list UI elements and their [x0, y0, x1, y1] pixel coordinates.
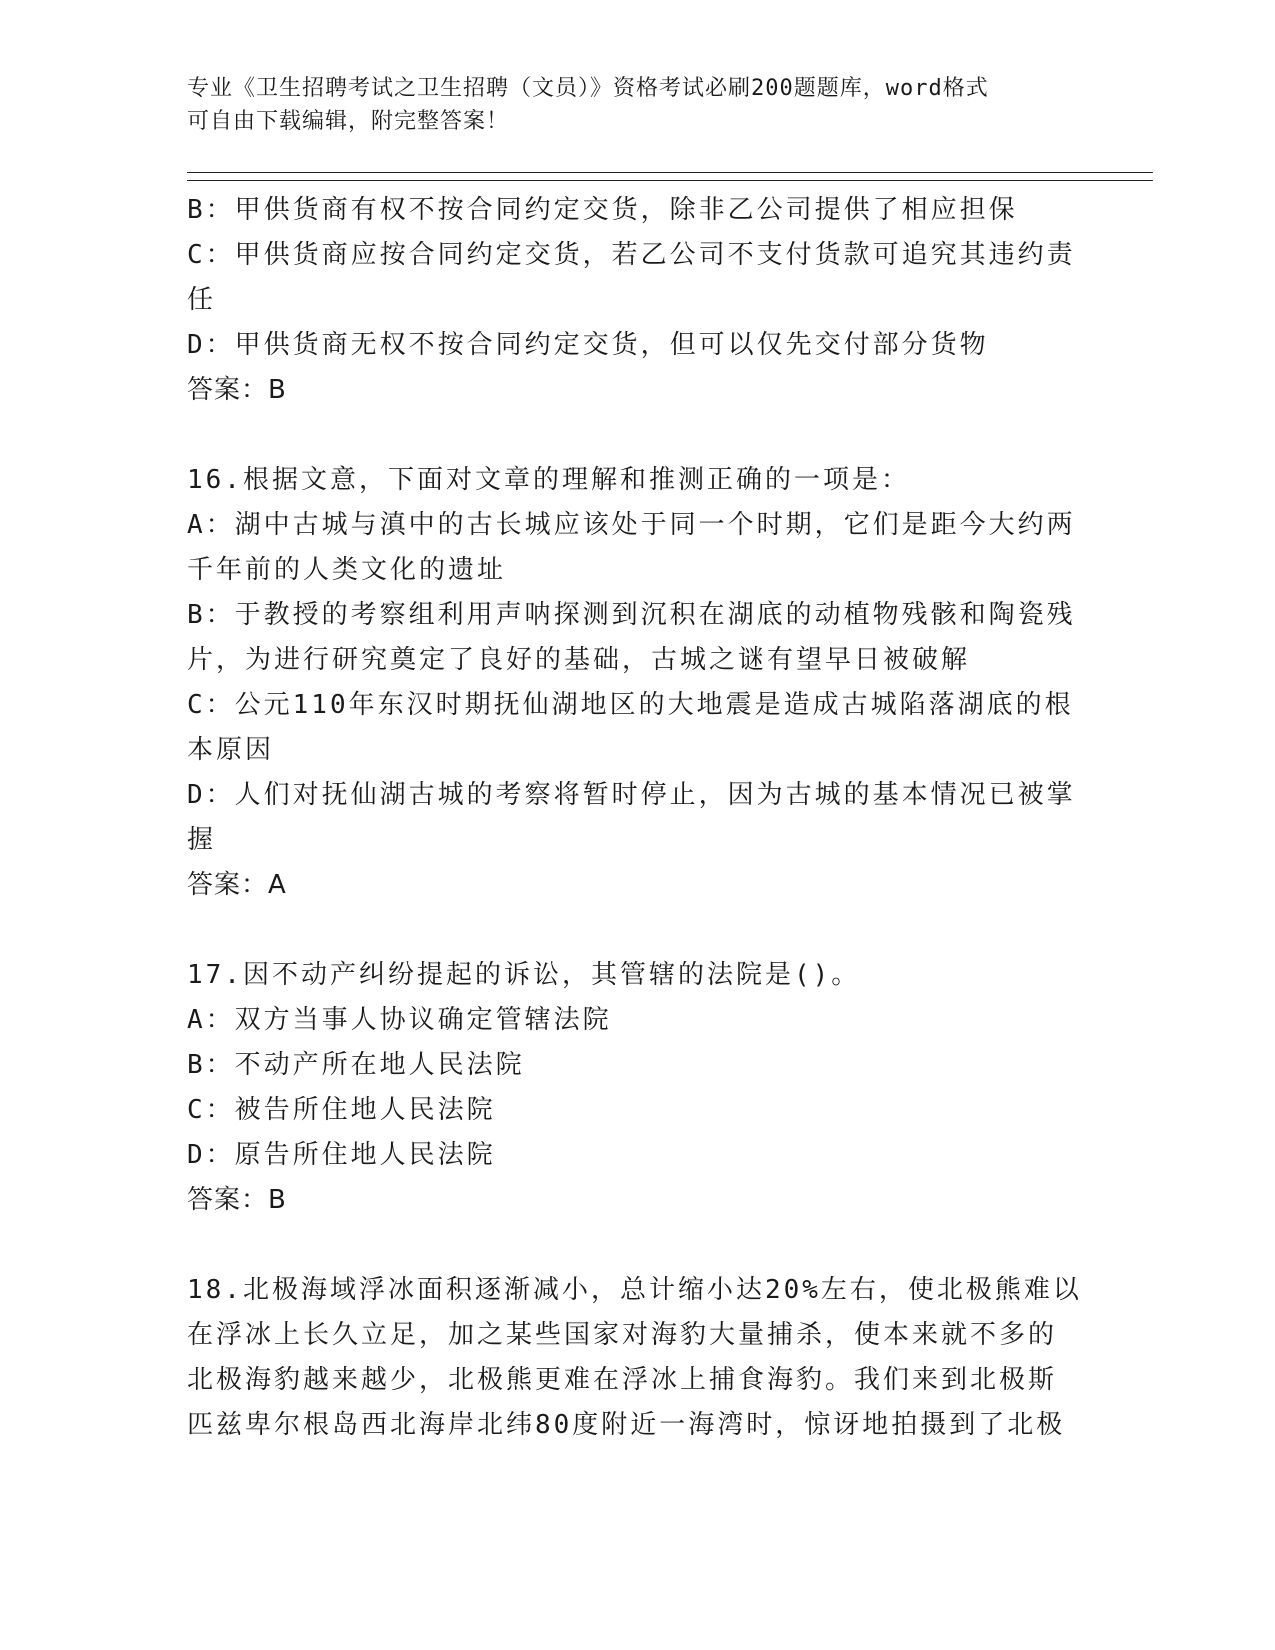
header-rule-top — [187, 172, 1153, 173]
q16-option-a-cont: 千年前的人类文化的遗址 — [187, 555, 507, 585]
q16-option-b-cont: 片，为进行研究奠定了良好的基础，古城之谜有望早日被破解 — [187, 645, 971, 675]
q16-option-c: C：公元110年东汉时期抚仙湖地区的大地震是造成古城陷落湖底的根 — [187, 690, 1074, 720]
q17-option-a: A：双方当事人协议确定管辖法院 — [187, 1005, 612, 1035]
q18-stem-cont-2: 北极海豹越来越少，北极熊更难在浮冰上捕食海豹。我们来到北极斯 — [187, 1365, 1058, 1395]
q15-answer: 答案：B — [187, 375, 287, 405]
q16-option-c-cont: 本原因 — [187, 735, 275, 765]
q15-option-c-cont: 任 — [187, 285, 217, 315]
spacer — [187, 413, 1077, 458]
header-title-line-2: 可自由下载编辑，附完整答案！ — [187, 109, 510, 134]
spacer — [187, 908, 1077, 953]
q18-stem-cont-3: 匹兹卑尔根岛西北海岸北纬80度附近一海湾时，惊讶地拍摄到了北极 — [187, 1410, 1066, 1440]
q17-option-b: B：不动产所在地人民法院 — [187, 1050, 525, 1080]
q16-stem: 16.根据文意，下面对文章的理解和推测正确的一项是： — [187, 465, 910, 495]
q16-answer: 答案：A — [187, 870, 287, 900]
header-title-line-1: 专业《卫生招聘考试之卫生招聘（文员）》资格考试必刷200题题库，word格式 — [187, 76, 989, 101]
q15-option-c: C：甲供货商应按合同约定交货，若乙公司不支付货款可追究其违约责 — [187, 240, 1076, 270]
q15-option-b: B：甲供货商有权不按合同约定交货，除非乙公司提供了相应担保 — [187, 195, 1018, 225]
q16-option-a: A：湖中古城与滇中的古长城应该处于同一个时期，它们是距今大约两 — [187, 510, 1076, 540]
document-header — [187, 72, 1087, 138]
q18-stem: 18.北极海域浮冰面积逐渐减小，总计缩小达20%左右，使北极熊难以 — [187, 1275, 1082, 1305]
q16-option-d-cont: 握 — [187, 825, 217, 855]
q17-stem: 17.因不动产纠纷提起的诉讼，其管辖的法院是()。 — [187, 960, 861, 990]
q16-option-b: B：于教授的考察组利用声呐探测到沉积在湖底的动植物残骸和陶瓷残 — [187, 600, 1076, 630]
q17-answer: 答案：B — [187, 1185, 287, 1215]
header-rule-bottom — [187, 180, 1153, 181]
spacer — [187, 1223, 1077, 1268]
q16-option-d: D：人们对抚仙湖古城的考察将暂时停止，因为古城的基本情况已被掌 — [187, 780, 1076, 810]
q15-option-d: D：甲供货商无权不按合同约定交货，但可以仅先交付部分货物 — [187, 330, 989, 360]
q17-option-d: D：原告所住地人民法院 — [187, 1140, 496, 1170]
document-body — [187, 188, 1082, 1448]
q18-stem-cont-1: 在浮冰上长久立足，加之某些国家对海豹大量捕杀，使本来就不多的 — [187, 1320, 1058, 1350]
q17-option-c: C：被告所住地人民法院 — [187, 1095, 496, 1125]
